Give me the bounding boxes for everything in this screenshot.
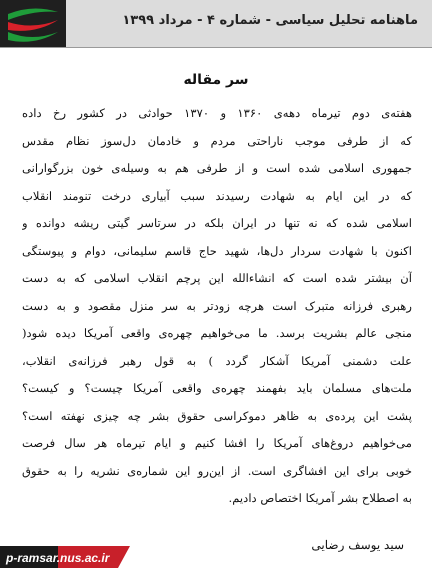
article-line: خوبی برای این افشاگری است. از این‌رو این شماره‌ی نشریه را به حقوق: [22, 463, 412, 478]
site-watermark: [0, 540, 180, 571]
article-line: علت دشمنی آمریکا آشکار گردد ) به قول رهبر فرزانه‌ی انقلاب،: [22, 353, 412, 368]
logo-emblem-icon: [0, 0, 66, 47]
article-line: آن بیشتر شده است که انشاءالله این پرچم انقلاب اسلامی که به دست: [22, 271, 412, 285]
magazine-logo: [0, 0, 66, 47]
header-title: ماهنامه تحلیل سیاسی - شماره ۴ - مرداد ۱۳۹۹: [122, 13, 418, 28]
article-line: پشت این پرده‌ی به ظاهر دموکراسی حقوق بشر چه چیزی نهفته است؟: [22, 408, 412, 423]
article-line: به اصطلاح بشر آمریکا اختصاص دادیم.: [228, 491, 412, 505]
article-line: ملت‌های مسلمان باید بفهمند چهره‌ی واقعی آمریکا چیست؟ و کیست؟: [22, 381, 412, 395]
article-line: اسلامی شده که نه تنها در ایران بلکه در سرتاسر گیتی ریشه دوانده و: [22, 216, 412, 230]
watermark-badge: [0, 540, 180, 571]
author-signature: سید یوسف رضایی: [311, 538, 404, 552]
article-title: سر مقاله: [183, 72, 249, 88]
article-line: جمهوری اسلامی شده است و از طرفی هم به وسیله‌ی خون بزرگوارانی: [22, 161, 412, 175]
article-line: که در این ایام به شهادت رسیدند سبب آبیاری درخت تنومند انقلاب: [22, 188, 412, 203]
article-line: اکنون با شهادت سردار دل‌ها، شهید حاج قاسم سلیمانی، دوام و پیوستگی: [22, 243, 412, 258]
article-line: هفته‌ی دوم تیرماه دهه‌ی ۱۳۶۰ و ۱۳۷۰ حوادثی در کشور رخ داده: [22, 106, 412, 120]
article-line: که از طرفی موجب ناراحتی مردم و خادمان دل‌سوز نظام مقدس: [22, 133, 412, 148]
article-line: رهبری فرزانه متبرک است هرچه زودتر به سر منزل مقصود و به دست: [22, 298, 412, 313]
article-line: می‌خواهیم دروغ‌های آمریکا را افشا کنیم و ایام تیرماه هر سال فرصت: [22, 436, 412, 450]
magazine-header: [0, 0, 432, 48]
article-line: منجی عالم بشریت برسد. ما می‌خواهیم چهره‌ی واقعی آمریکا دیده شود(: [22, 326, 412, 340]
article-body: [22, 100, 412, 513]
watermark-text: p-ramsar.nus.ac.ir: [6, 551, 110, 565]
